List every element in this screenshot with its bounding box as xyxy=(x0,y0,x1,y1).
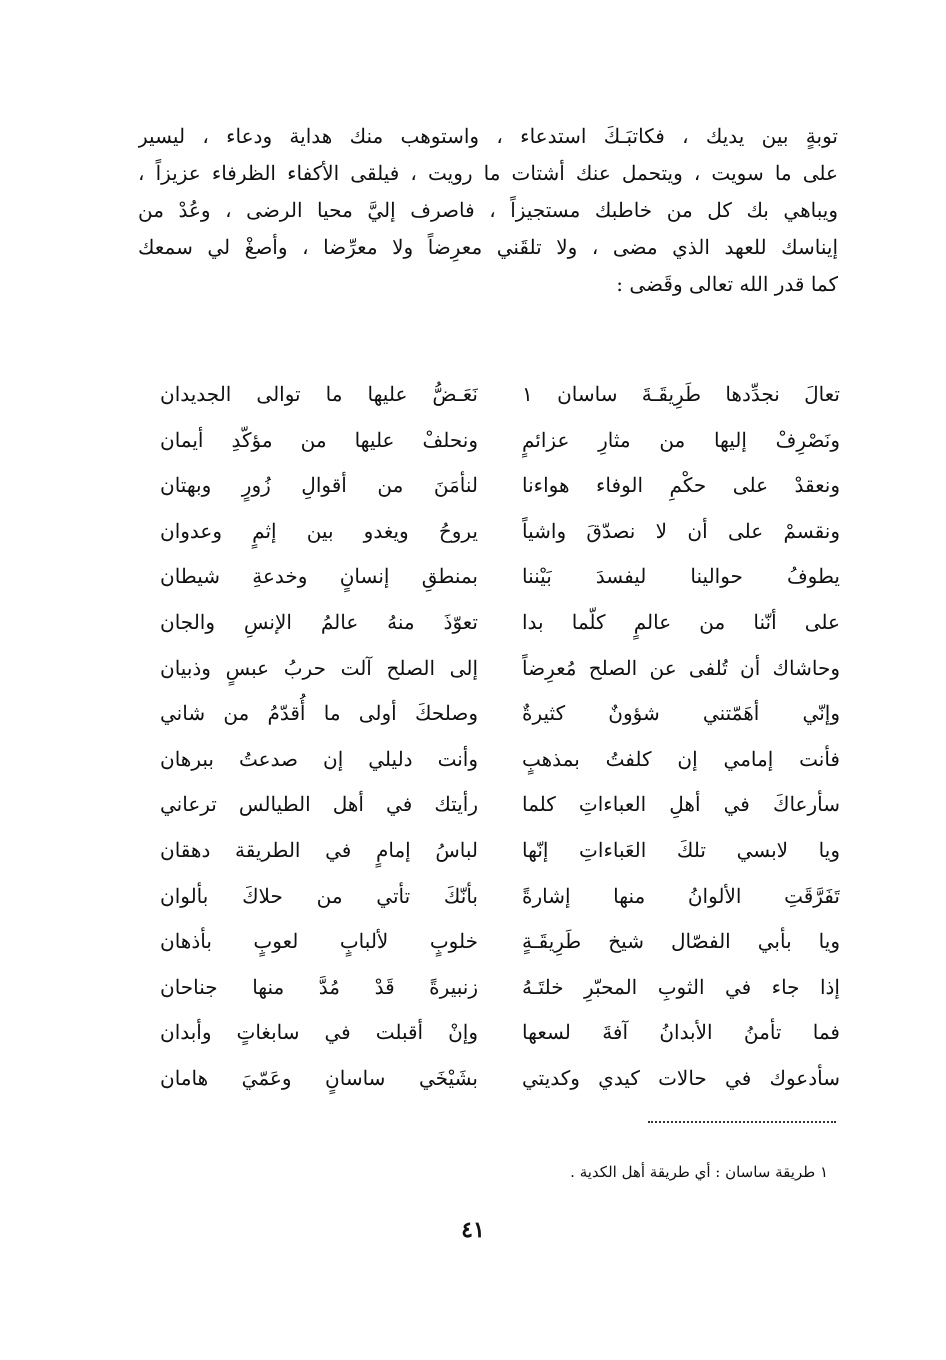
poem-verse xyxy=(160,1056,840,1102)
poem xyxy=(160,372,840,1102)
verse-second-hemistich: رأيتك في أهل الطيالس ترعاني xyxy=(160,792,478,817)
poem-verse xyxy=(160,372,840,418)
verse-second-hemistich: بشَيْخَي ساسانٍ وعَمّيَ هامان xyxy=(160,1065,478,1090)
verse-second-hemistich: وصلحكَ أولى ما أُقدّمُ من شاني xyxy=(160,701,478,726)
verse-first-hemistich: ونقسمْ على أن لا نصدّقَ واشياً xyxy=(522,518,840,543)
poem-verse xyxy=(160,691,840,737)
poem-verse xyxy=(160,509,840,555)
poem-verse xyxy=(160,463,840,509)
footnote: ١ طريقة ساسان : أي طريقة أهل الكدية . xyxy=(570,1163,828,1181)
poem-verse xyxy=(160,965,840,1011)
verse-first-hemistich: سأدعوك في حالات كيدي وكديتي xyxy=(522,1065,840,1090)
verse-first-hemistich: سأرعاكَ في أهلِ العباءاتِ كلما xyxy=(522,792,840,817)
verse-first-hemistich: على أنّنا من عالمٍ كلّما بدا xyxy=(522,609,840,634)
prose-line: توبةٍ بين يديك ، فكاتبَـكَ استدعاء ، واستوهب منك هداية ودعاء ، ليسير xyxy=(138,124,838,148)
verse-first-hemistich: ويا لابسي تلكَ العَباءاتِ إنّها xyxy=(522,837,840,862)
verse-second-hemistich: لنأمَنَ من أقوالِ زُورٍ وبهتان xyxy=(160,473,478,498)
verse-first-hemistich: يطوفُ حوالينا ليفسدَ بَيْننا xyxy=(522,564,840,589)
verse-second-hemistich: لباسُ إمامٍ في الطريقة دهقان xyxy=(160,837,478,862)
poem-verse xyxy=(160,1010,840,1056)
prose-line: كما قدر الله تعالى وقَضى : xyxy=(616,272,838,296)
verse-second-hemistich: خلوبٍ لألبابٍ لعوبٍ بأذهان xyxy=(160,929,478,954)
verse-first-hemistich: ونعقدْ على حكْمِ الوفاء هواءنا xyxy=(522,473,840,498)
verse-second-hemistich: إلى الصلح آلت حربُ عبسٍ وذبيان xyxy=(160,655,478,680)
verse-first-hemistich: تَفَرَّقَتِ الألوانُ منها إشارةً xyxy=(522,883,840,908)
prose-line: على ما سويت ، ويتحمل عنك أشتات ما رويت ، فيلقى الأكفاء الظرفاء عزيزاً ، xyxy=(138,161,838,185)
verse-first-hemistich: إذا جاء في الثوبِ المحبّرِ خلتَـهُ xyxy=(522,974,840,999)
poem-verse xyxy=(160,600,840,646)
verse-first-hemistich: ونَصْرِفْ إليها من مثارِ عزائمٍ xyxy=(522,427,840,452)
verse-second-hemistich: نَعَـضُّ عليها ما توالى الجديدان xyxy=(160,382,478,406)
prose-line: ويباهي بك كل من خاطبك مستجيزاً ، فاصرف إليَّ محيا الرضى ، وعُدْ من xyxy=(138,198,838,222)
verse-second-hemistich: بأنّكَ تأتي من حلاكَ بألوان xyxy=(160,883,478,908)
poem-verse xyxy=(160,782,840,828)
verse-second-hemistich: زنبيرةً قَدْ مُدَّ منها جناحان xyxy=(160,974,478,999)
verse-second-hemistich: يروحُ ويغدو بين إثمٍ وعدوان xyxy=(160,518,478,543)
prose-paragraph xyxy=(138,118,838,303)
verse-first-hemistich: فأنت إمامي إن كلفتُ بمذهبٍ xyxy=(522,746,840,771)
verse-second-hemistich: وإنْ أقبلت في سابغاتٍ وأبدان xyxy=(160,1020,478,1045)
verse-first-hemistich: وحاشاك أن تُلفى عن الصلح مُعرِضاً xyxy=(522,655,840,680)
poem-verse xyxy=(160,874,840,920)
poem-verse xyxy=(160,828,840,874)
verse-second-hemistich: تعوّذَ منهُ عالمُ الإنسِ والجان xyxy=(160,609,478,634)
page-number: ٤١ xyxy=(461,1217,485,1243)
prose-line: إيناسك للعهد الذي مضى ، ولا تلقَني معرِضاً ولا معرِّضا ، وأصغْ لي سمعك xyxy=(138,235,838,259)
verse-second-hemistich: ونحلفْ عليها من مؤكّدِ أيمان xyxy=(160,427,478,452)
verse-first-hemistich: ويا بأبي الفصّال شيخ طَرِيقَـةٍ xyxy=(522,929,840,954)
footnote-divider xyxy=(648,1121,836,1123)
poem-verse xyxy=(160,554,840,600)
verse-second-hemistich: وأنت دليلي إن صدعتُ ببرهان xyxy=(160,746,478,771)
poem-verse xyxy=(160,418,840,464)
poem-verse xyxy=(160,919,840,965)
verse-second-hemistich: بمنطقِ إنسانٍ وخدعةِ شيطان xyxy=(160,564,478,589)
verse-first-hemistich: تعالَ نجدِّدها طَرِيقَـةَ ساسان ١ xyxy=(522,382,840,406)
verse-first-hemistich: وإنّي أهَمّتني شؤونٌ كثيرةٌ xyxy=(522,701,840,726)
poem-verse xyxy=(160,737,840,783)
poem-verse xyxy=(160,646,840,692)
verse-first-hemistich: فما تأمنُ الأبدانُ آفةَ لسعها xyxy=(522,1020,840,1045)
